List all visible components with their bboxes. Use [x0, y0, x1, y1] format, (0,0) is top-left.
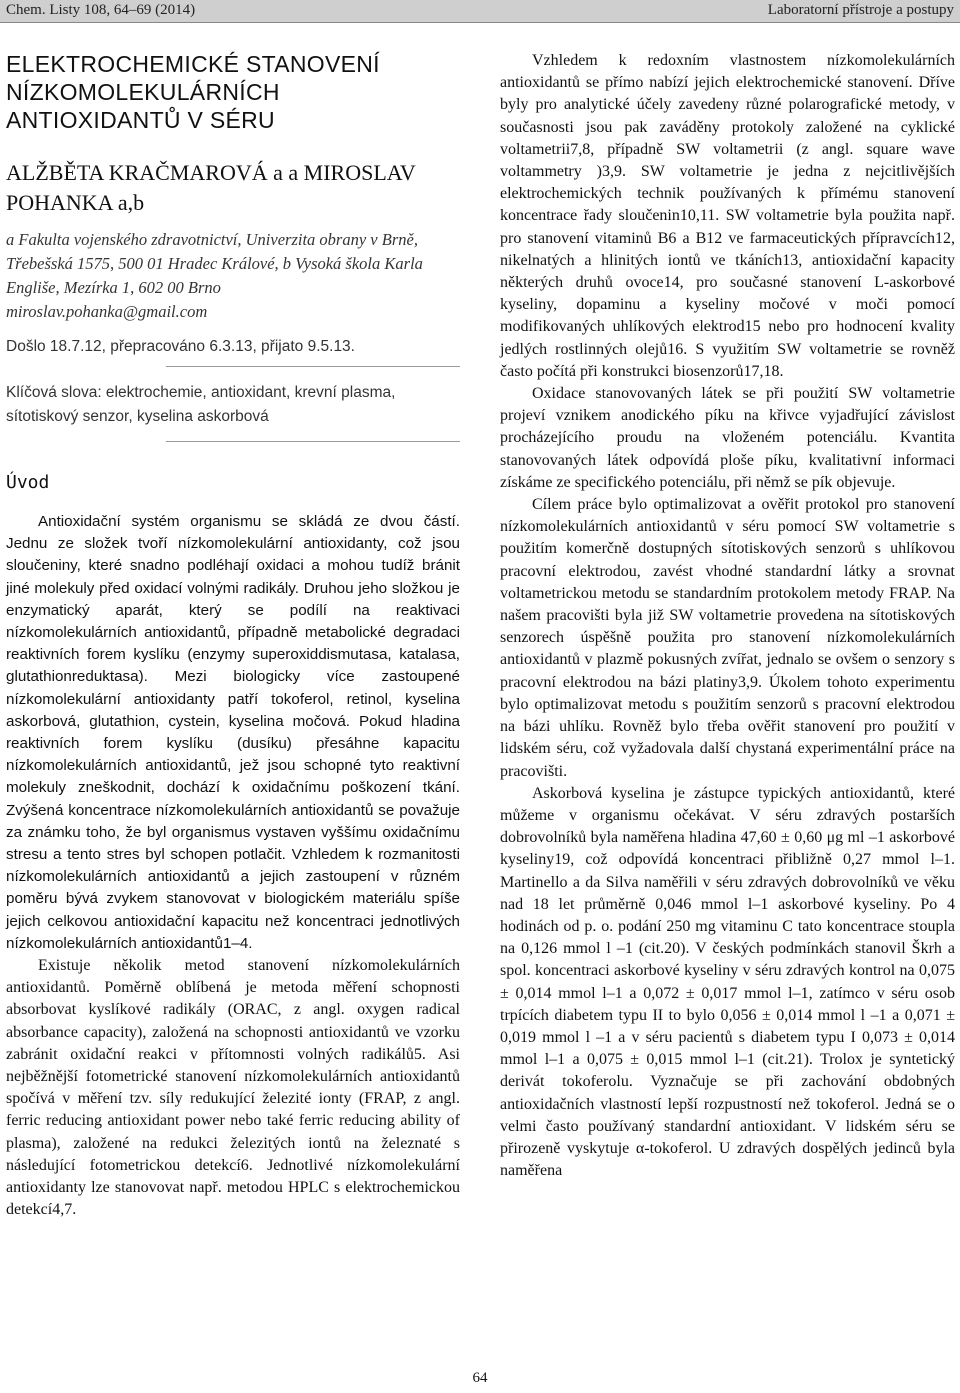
received-dates: Došlo 18.7.12, přepracováno 6.3.13, přijato 9.5.13.	[6, 338, 355, 355]
divider	[166, 366, 460, 367]
body-paragraph: Cílem práce bylo optimalizovat a ověřit protokol pro stanovení nízkomolekulárních antioxidantů v séru pomocí SW voltametrie s použitím komerčně dostupných sítotiskových senzorů s uhlíkovou pracovní elektrodou, zavést vhodné standardní látky a srovnat voltametrickou metodu se standardním protokolem metody FRAP. Na našem pracovišti byla již SW voltametrie provedena na sítotiskových senzorech úspěšně použita pro stanovení nízkomolekulárních antioxidantů v plazmě pokusných zvířat, jednalo se ovšem o senzory s pracovní elektrodou na bázi platiny3,9. Úkolem tohoto experimentu bylo optimalizovat metodu s použitím senzorů s pracovní elektrodou na bázi uhlíku. Rovněž bylo třeba ověřit stanovení pro použití v lidském séru, což vyžadovala další chystaná experimentální práce na pracovišti.	[500, 496, 955, 780]
title-line-1: ELEKTROCHEMICKÉ STANOVENÍ	[6, 51, 380, 77]
authors	[6, 158, 460, 218]
right-column	[500, 50, 955, 1182]
title-line-3: ANTIOXIDANTŮ V SÉRU	[6, 107, 275, 133]
running-header	[0, 0, 960, 23]
body-paragraph: Oxidace stanovovaných látek se při použití SW voltametrie projeví vznikem anodického píku na křivce vyjadřující závislost procházejícího proudu na vloženém potenciálu. Kvantita stanovovaných látek odpovídá ploše píku, kvalitativní informaci získáme ze specifického potenciálu, při němž se pík objevuje.	[500, 385, 955, 491]
author-email: miroslav.pohanka@gmail.com	[6, 302, 208, 321]
journal-citation: Chem. Listy 108, 64–69 (2014)	[6, 2, 196, 18]
article-title	[6, 50, 460, 134]
keywords: Klíčová slova: elektrochemie, antioxidant, krevní plasma, sítotiskový senzor, kyselina askorbová	[6, 384, 396, 425]
authors-line-1: ALŽBĚTA KRAČMAROVÁ a a MIROSLAV	[6, 160, 416, 185]
left-column	[6, 50, 460, 1222]
body-paragraph: Vzhledem k redoxním vlastnostem nízkomolekulárních antioxidantů se přímo nabízí jejich elektrochemické stanovení. Dříve byly pro analytické účely zavedeny různé polarografické metody, v současnosti jsou pak zaváděny protokoly založené na cyklické voltametrii7,8, případně SW voltametrii (z angl. square wave voltammetry )3,9. SW voltametrie je jedna z nejcitlivějších elektrochemických technik používaných k přímému stanovení koncentrace řady sloučenin10,11. SW voltametrie byla použita např. pro stanovení vitaminů B6 a B12 ve farmaceutických přípravcích12, nikelnatých a hlinitých iontů ve tkáních13, antioxidační kapacity některých druhů ovoce14, pro současné stanovení L-askorbové kyseliny, dopaminu a kyseliny močové v moči pomocí modifikovaných uhlíkových elektrod15 nebo pro hodnocení kvality jedlých rostlinných olejů16. S využitím SW voltametrie se rovněž často počítá při konstrukci biosenzorů17,18.	[500, 52, 955, 380]
body-paragraph: Antioxidační systém organismu se skládá ze dvou částí. Jednu ze složek tvoří nízkomolekulární antioxidanty, což jsou sloučeniny, které snadno podléhají oxidaci a mohou tudíž bránit jiné molekuly před oxidací volnými radikály. Druhou jeho složkou je enzymatický aparát, který se podílí na reaktivaci nízkomolekulárních antioxidantů, případně metabolické degradaci reaktivních forem kyslíku (enzymy superoxiddismutasa, katalasa, glutathionreduktasa). Mezi biologicky více zastoupené nízkomolekulární antioxidanty patří tokoferol, retinol, kyselina askorbová, glutathion, cystein, kyselina močová. Pokud hladina reaktivních forem kyslíku (dusíku) přesáhne kapacitu nízkomolekulárních antioxidantů, jež jsou schopné tyto reaktivní molekuly zneškodnit, dochází k oxidačnímu poškození tkání. Zvýšená koncentrace nízkomolekulárních antioxidantů se považuje za známku toho, že byl organismus vystaven vyššímu oxidačnímu stresu a tento stres byl schopen potlačit. Vzhledem k rozmanitosti nízkomolekulárních antioxidantů a jejich zastoupení v různém poměru bývá zvykem stanovovat v biologickém materiálu spíše jejich celkovou antioxidační kapacitu než koncentraci jednotlivých nízkomolekulárních antioxidantů1–4.	[6, 513, 460, 952]
divider	[166, 441, 460, 442]
body-paragraph: Askorbová kyselina je zástupce typických antioxidantů, které můžeme v organismu očekávat. V séru zdravých postarších dobrovolníků byla naměřena hladina 47,60 ± 0,60 μg ml –1 askorbové kyseliny19, což odpovídá koncentraci přibližně 0,27 mmol l–1. Martinello a da Silva naměřili v séru zdravých dobrovolníků ve věku nad 18 let průměrně 0,046 mmol l–1 askorbové kyseliny. Po 4 hodinách od p. o. podání 250 mg vitaminu C tato koncentrace stoupla na 0,126 mmol l –1 (cit.20). V českých podmínkách stanovil Škrh a spol. koncentraci askorbové kyseliny v séru zdravých kontrol na 0,075 ± 0,014 mmol l–1 a 0,072 ± 0,017 mmol l–1, zatímco v séru osob trpících diabetem typu II to bylo 0,056 ± 0,014 mmol l –1 a 0,071 ± 0,019 mmol l –1 a v séru pacientů s diabetem typu I 0,073 ± 0,014 mmol l–1 a 0,075 ± 0,015 mmol l–1 (cit.21). Trolox je syntetický derivát tokoferolu. Vyznačuje se při zachování obdobných antioxidačních vlastností lepší rozpustností než tokoferol. Jedná se o velmi často používaný standardní antioxidant. V lidském séru se přirozeně vyskytuje α-tokoferol. U zdravých dospělých jedinců byla naměřena	[500, 784, 955, 1180]
body-paragraph: Existuje několik metod stanovení nízkomolekulárních antioxidantů. Poměrně oblíbená je metoda měření schopnosti absorbovat kyslíkové radikály (ORAC, z angl. oxygen radical absorbance capacity), založená na schopnosti antioxidantů ve vzorku zabránit oxidační reakci v přítomnosti volných radikálů5. Asi nejběžnější fotometrické stanovení nízkomolekulárních antioxidantů spočívá v měření tzv. síly redukující železité ionty (FRAP, z angl. ferric reducing antioxidant power nebo také ferric reducing ability of plasma), založené na redukci železitých iontů na železnaté s následující fotometrickou detekcí6. Jednotlivé nízkomolekulární antioxidanty lze stanovovat např. metodou HPLC s elektrochemickou detekcí4,7.	[6, 957, 460, 1219]
affiliation-text: a Fakulta vojenského zdravotnictví, Univerzita obrany v Brně, Třebešská 1575, 500 01 Hradec Králové, b Vysoká škola Karla Engliše, Mezírka 1, 602 00 Brno	[6, 230, 423, 297]
section-heading: Úvod	[6, 472, 50, 493]
title-line-2: NÍZKOMOLEKULÁRNÍCH	[6, 79, 280, 105]
journal-section: Laboratorní přístroje a postupy	[767, 2, 954, 18]
authors-line-2: POHANKA a,b	[6, 190, 145, 215]
page-number: 64	[472, 1370, 488, 1386]
affiliation	[6, 228, 460, 324]
